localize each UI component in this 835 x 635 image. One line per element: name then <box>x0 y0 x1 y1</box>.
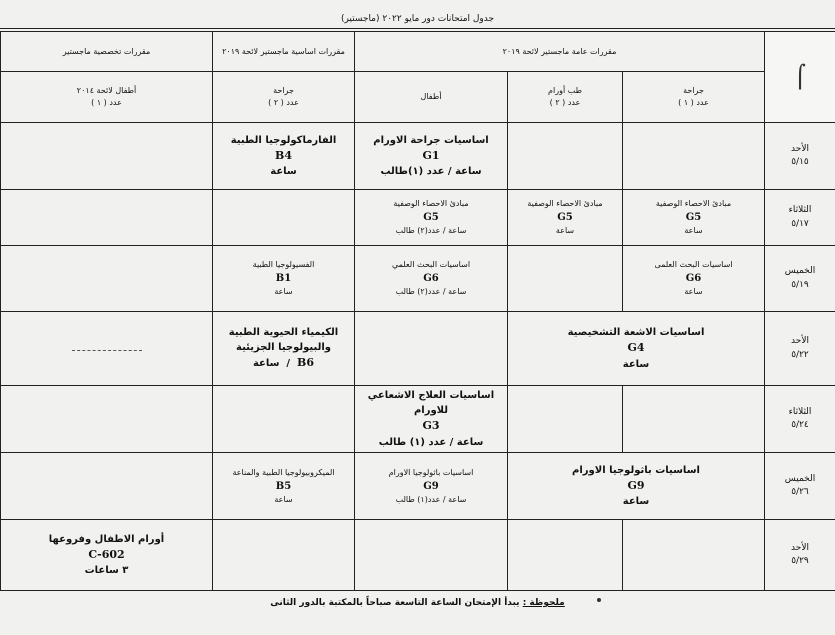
table-row <box>1 386 835 453</box>
day-date: ٥/١٧ <box>791 218 809 229</box>
exam-cell <box>355 123 508 190</box>
exam-name: أورام الاطفال وفروعها <box>48 533 165 545</box>
exam-code: G5 <box>557 212 573 223</box>
exam-name: اساسيات البحث العلمي <box>391 260 471 269</box>
day-name: الأحد <box>791 542 809 553</box>
day-date: ٥/١٥ <box>791 157 809 167</box>
exam-name-line2: والبيولوجيا الجزيئية <box>236 342 331 354</box>
empty-dash <box>72 350 142 351</box>
exam-code: G5 <box>685 212 702 223</box>
exam-name: مبادئ الاحصاء الوصفية <box>393 199 469 208</box>
group-general-header: مقررات عامة ماجستير لائحة ٢٠١٩ <box>355 32 765 72</box>
exam-code: B5 <box>275 480 292 492</box>
exam-code: G9 <box>423 480 439 492</box>
day-name: الثلاثاء <box>788 205 812 215</box>
exam-name: اساسيات باثولوجيا الاورام <box>572 464 700 476</box>
day-cell <box>765 246 835 312</box>
exam-name: الفسيولوجيا الطبية <box>252 260 315 269</box>
col-surgery2-header <box>213 72 355 123</box>
exam-cell <box>355 246 508 312</box>
col-peds2014-count: عدد ( ١ ) <box>91 98 122 107</box>
col-oncology-header <box>508 72 623 123</box>
exam-cell <box>213 190 355 246</box>
group-specialized-header: مقررات تخصصية ماجستير <box>1 32 213 72</box>
day-name: الأحد <box>791 336 809 346</box>
group-basic-header: مقررات اساسية ماجستير لائحة ٢٠١٩ <box>213 32 355 72</box>
day-cell <box>765 190 835 246</box>
exam-note: ساعة <box>622 358 650 370</box>
exam-cell <box>213 123 355 190</box>
exam-cell <box>623 386 765 453</box>
col-peds2014-name: أطفال لائحة ٢٠١٤ <box>76 86 137 95</box>
day-name: الخميس <box>784 473 816 484</box>
exam-note: ساعة <box>684 287 703 296</box>
exam-code: B4 <box>275 148 292 162</box>
exam-name: اساسيات باثولوجيا الاورام <box>388 467 474 477</box>
table-row <box>1 453 835 520</box>
exam-cell <box>1 123 213 190</box>
note-label: ملحوظة : <box>522 598 565 608</box>
day-cell <box>765 312 835 386</box>
col-oncology-count: عدد ( ٢ ) <box>549 98 581 107</box>
exam-note: ساعة / عدد(٢) طالب <box>395 287 467 296</box>
page-title: جدول امتحانات دور مايو ٢٠٢٢ (ماجستير) <box>340 14 495 24</box>
note-text: يبدأ الإمتحان الساعة التاسعة صباحاً بالمكتبة بالدور الثانى <box>270 598 520 608</box>
exam-cell <box>623 520 765 591</box>
day-cell <box>765 386 835 453</box>
exam-cell <box>213 520 355 591</box>
exam-name: الفارماكولوجيا الطبية <box>230 134 337 146</box>
exam-cell <box>355 386 508 453</box>
exam-code: G1 <box>422 148 440 162</box>
exam-cell <box>508 190 623 246</box>
day-date: ٥/٢٤ <box>791 420 809 430</box>
exam-name: اساسيات البحث العلمى <box>654 260 733 269</box>
exam-name: اساسيات العلاج الاشعاعي للاورام <box>367 390 495 417</box>
exam-code: G6 <box>685 273 702 284</box>
exam-note: ساعة / عدد(١) طالب <box>395 494 467 504</box>
schedule-table <box>0 31 835 591</box>
exam-cell <box>1 453 213 520</box>
exam-code: G9 <box>627 478 645 492</box>
signature-mark: ⌠ <box>794 64 806 90</box>
exam-note: ساعة <box>270 166 297 178</box>
exam-note: ساعة <box>252 358 280 370</box>
exam-note: ساعة / عدد(٢) طالب <box>395 226 467 235</box>
exam-cell <box>213 312 355 386</box>
col-surgery2-count: عدد ( ٢ ) <box>268 98 299 107</box>
signature-cell <box>765 32 835 123</box>
day-cell <box>765 123 835 190</box>
table-row <box>1 520 835 591</box>
exam-code: B1 <box>275 273 292 284</box>
exam-code: G5 <box>423 212 439 223</box>
col-pediatrics-name: أطفال <box>420 92 442 101</box>
col-surgery1-name: جراحة <box>683 86 704 95</box>
table-row <box>1 246 835 312</box>
exam-cell <box>355 520 508 591</box>
col-oncology-name: طب أورام <box>548 86 582 95</box>
table-row <box>1 190 835 246</box>
footer-note <box>0 598 835 608</box>
exam-cell <box>1 312 213 386</box>
exam-code: G6 <box>423 273 439 284</box>
exam-cell <box>508 520 623 591</box>
exam-cell <box>213 386 355 453</box>
exam-cell <box>355 312 508 386</box>
col-peds2014-header <box>1 72 213 123</box>
exam-cell <box>355 453 508 520</box>
day-cell <box>765 453 835 520</box>
day-name: الثلاثاء <box>788 406 812 417</box>
exam-code: G4 <box>627 341 645 355</box>
day-date: ٥/٢٦ <box>791 487 809 497</box>
column-header-row <box>1 72 835 123</box>
col-surgery1-count: عدد ( ١ ) <box>678 98 709 107</box>
exam-note: ساعة <box>274 494 293 504</box>
exam-note: ساعة <box>555 226 575 235</box>
exam-note: ساعة <box>684 226 703 235</box>
exam-name: الميكروبيولوجيا الطبية والمناعة <box>232 467 335 477</box>
col-surgery2-name: جراحة <box>273 86 294 95</box>
exam-cell <box>355 190 508 246</box>
exam-note: ساعة <box>622 496 650 508</box>
day-name: الأحد <box>791 143 809 154</box>
exam-cell <box>1 386 213 453</box>
day-name: الخميس <box>784 266 816 276</box>
exam-name: اساسيات جراحة الاورام <box>373 134 489 146</box>
exam-cell <box>508 123 623 190</box>
exam-name: مبادئ الاحصاء الوصفية <box>655 199 732 208</box>
exam-code-note: B6 / ساعة <box>252 356 314 370</box>
exam-name: اساسيات الاشعة التشخيصية <box>567 327 705 339</box>
exam-code: 602-C <box>88 547 125 561</box>
exam-cell <box>508 453 765 520</box>
col-surgery1-header <box>623 72 765 123</box>
exam-cell <box>1 520 213 591</box>
exam-note: ٣ ساعات <box>84 565 129 577</box>
title-divider <box>0 28 835 29</box>
exam-cell <box>508 386 623 453</box>
day-date: ٥/١٩ <box>791 279 809 290</box>
exam-name: مبادئ الاحصاء الوصفية <box>527 199 603 208</box>
exam-cell <box>1 246 213 312</box>
exam-cell <box>623 123 765 190</box>
col-pediatrics-header <box>355 72 508 123</box>
exam-cell <box>1 190 213 246</box>
exam-name: الكيمياء الحيوية الطبية <box>228 327 339 339</box>
exam-cell <box>623 246 765 312</box>
table-row <box>1 123 835 190</box>
exam-code: B6 <box>297 356 314 370</box>
exam-note: ساعة / عدد (١) طالب <box>378 436 484 448</box>
exam-note: ساعة / عدد (١)طالب <box>380 166 482 178</box>
day-date: ٥/٢٢ <box>791 349 809 360</box>
exam-note: ساعة <box>274 287 293 296</box>
exam-cell <box>508 246 623 312</box>
exam-cell <box>213 246 355 312</box>
day-date: ٥/٢٩ <box>791 556 809 566</box>
exam-cell <box>508 312 765 386</box>
exam-cell <box>213 453 355 520</box>
table-row <box>1 312 835 386</box>
exam-code: G3 <box>422 419 440 433</box>
group-header-row <box>1 32 835 72</box>
day-cell <box>765 520 835 591</box>
exam-cell <box>623 190 765 246</box>
